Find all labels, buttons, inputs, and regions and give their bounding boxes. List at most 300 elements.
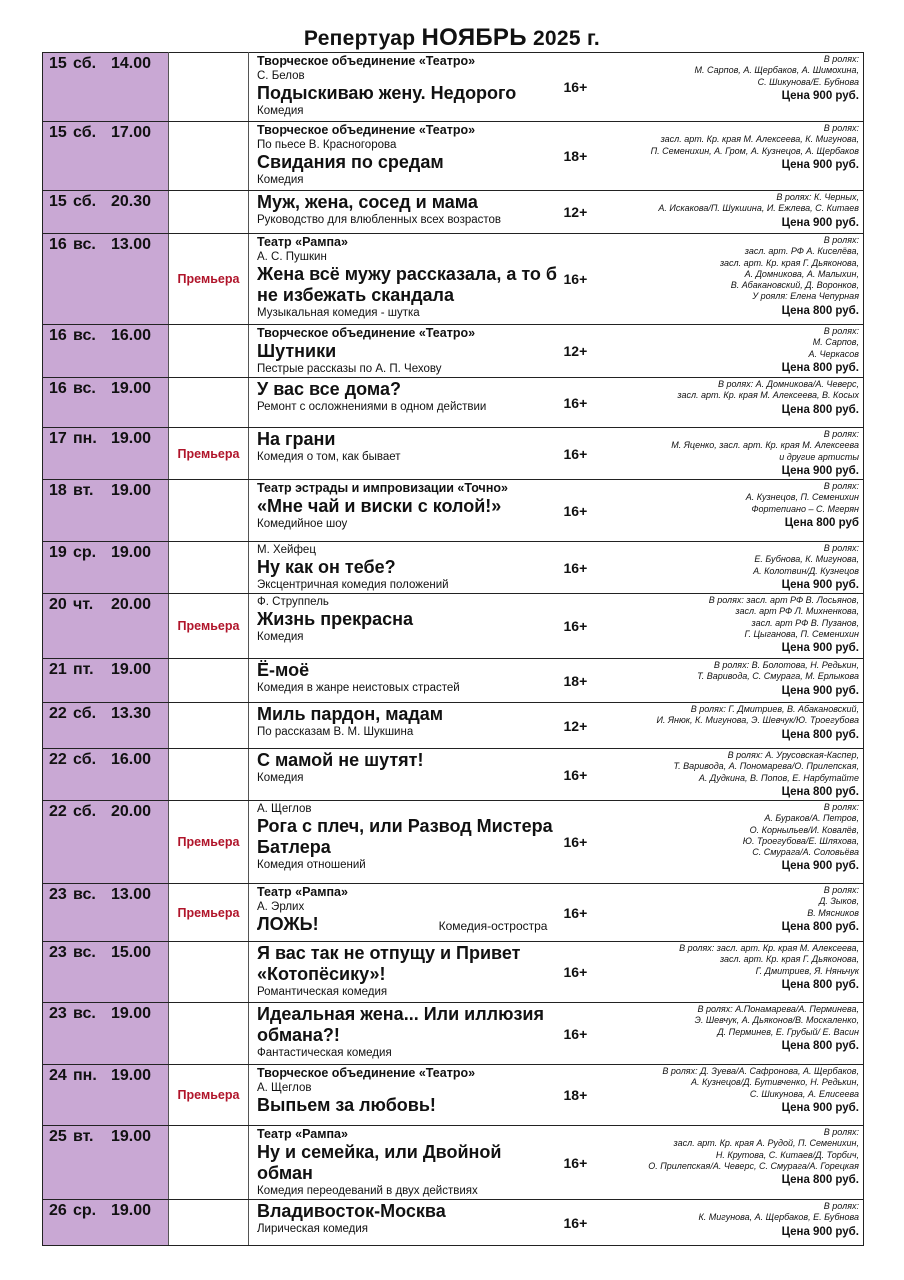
page-title: [0, 24, 904, 52]
cast-line: В ролях: засл. арт. Кр. края М. Алексеева,: [679, 943, 859, 953]
ticket-price: Цена 900 руб.: [781, 684, 859, 697]
ticket-price: Цена 800 руб.: [781, 728, 859, 741]
premiere-label: Премьера: [169, 234, 249, 325]
premiere-label: [169, 703, 249, 749]
cast-line: В ролях:: [823, 885, 859, 895]
ticket-price: Цена 900 руб.: [781, 642, 859, 655]
cast-line: В ролях: К. Черных,: [776, 192, 859, 202]
show-genre: Романтическая комедия: [257, 986, 388, 998]
age-rating: 12+: [560, 325, 620, 378]
cast-cell: [620, 1003, 864, 1065]
date-cell: [43, 1126, 169, 1200]
day-number: 23: [49, 886, 67, 903]
cast-line: И. Янюк, К. Мигунова, Э. Шевчук/Ю. Троегубова: [656, 715, 859, 726]
show-title: С мамой не шутят!: [257, 750, 424, 770]
show-info: [249, 1065, 560, 1126]
date-cell: [43, 428, 169, 480]
cast-cell: [620, 749, 864, 801]
ticket-price: Цена 900 руб.: [781, 158, 859, 171]
date-cell: [43, 378, 169, 428]
weekday: вс.: [73, 886, 96, 903]
age-rating: 16+: [560, 428, 620, 480]
age-rating: 16+: [560, 234, 620, 325]
cast-cell: [620, 428, 864, 480]
cast-line: М. Яценко, засл. арт. Кр. края М. Алексеева: [671, 440, 859, 451]
cast-cell: [620, 234, 864, 325]
cast-line: засл. арт. Кр. края А. Рудой, П. Семенихин,: [673, 1138, 859, 1149]
weekday: вт.: [73, 482, 94, 499]
show-title: Миль пардон, мадам: [257, 704, 444, 724]
schedule-row: [43, 542, 864, 594]
day-number: 19: [49, 544, 67, 561]
cast-line: М. Сарпов,: [812, 337, 859, 348]
cast-line: засл. арт. РФ А. Киселёва,: [744, 246, 859, 257]
premiere-label: Премьера: [169, 1065, 249, 1126]
age-rating: 18+: [560, 122, 620, 191]
date-cell: [43, 884, 169, 942]
ticket-price: Цена 900 руб.: [781, 464, 859, 477]
show-title: Я вас так не отпущу и Привет «Котопёсику»!: [257, 943, 521, 984]
show-genre: Эксцентричная комедия положений: [257, 579, 449, 591]
show-genre: Комедия о том, как бывает: [257, 451, 401, 463]
weekday: ср.: [73, 544, 97, 561]
cast-line: В ролях:: [823, 543, 859, 553]
day-number: 26: [49, 1202, 67, 1219]
age-rating: 16+: [560, 884, 620, 942]
cast-line: засл. арт РФ В. Пузанов,: [751, 617, 859, 628]
show-genre: Комедия: [257, 174, 304, 186]
ticket-price: Цена 800 руб.: [781, 403, 859, 416]
cast-line: П. Семенихин, А. Гром, А. Кузнецов, А. Щербаков: [650, 145, 859, 156]
schedule-row: [43, 1003, 864, 1065]
cast-cell: [620, 659, 864, 703]
schedule-row: [43, 53, 864, 122]
weekday: пн.: [73, 430, 97, 447]
cast-cell: [620, 378, 864, 428]
cast-cell: [620, 1200, 864, 1246]
premiere-label: [169, 942, 249, 1003]
weekday: сб.: [73, 124, 97, 141]
date-cell: [43, 325, 169, 378]
weekday: вс.: [73, 380, 96, 397]
cast-line: В ролях:: [823, 326, 859, 336]
cast-line: К. Мигунова, А. Щербаков, Е. Бубнова: [698, 1212, 859, 1223]
show-time: 16.00: [111, 751, 152, 768]
ticket-price: Цена 900 руб.: [781, 860, 859, 873]
show-time: 19.00: [111, 1128, 152, 1145]
show-info: [249, 749, 560, 801]
cast-line: Г. Цыганова, П. Семенихин: [744, 628, 859, 639]
age-rating: 16+: [560, 378, 620, 428]
cast-line: А. Бураков/А. Петров,: [764, 813, 859, 824]
cast-line: В ролях: засл. арт РФ В. Лосьянов,: [708, 595, 859, 605]
cast-line: В ролях: Д. Зуева/А. Сафронова, А. Щербаков,: [662, 1066, 859, 1076]
date-cell: [43, 122, 169, 191]
cast-cell: [620, 325, 864, 378]
show-title: Ну как он тебе?: [257, 557, 396, 577]
premiere-label: [169, 480, 249, 542]
show-time: 19.00: [111, 482, 152, 499]
day-number: 23: [49, 944, 67, 961]
show-info: [249, 703, 560, 749]
day-number: 22: [49, 803, 67, 820]
author-name: По пьесе В. Красногорова: [257, 139, 397, 151]
show-time: 19.00: [111, 430, 152, 447]
show-info: [249, 542, 560, 594]
show-title: ЛОЖЬ! Комедия-остростра: [257, 914, 548, 934]
show-genre: Комедия: [257, 772, 304, 784]
show-info: [249, 659, 560, 703]
cast-cell: [620, 801, 864, 884]
show-info: [249, 1126, 560, 1200]
ticket-price: Цена 800 руб.: [781, 920, 859, 933]
author-name: А. Эрлих: [257, 901, 305, 913]
cast-line: В ролях:: [823, 429, 859, 439]
day-number: 22: [49, 751, 67, 768]
show-genre: Пестрые рассказы по А. П. Чехову: [257, 363, 442, 375]
troupe-name: Творческое объединение «Театро»: [257, 123, 476, 137]
cast-line: В ролях: А.Понамарева/А. Перминева,: [697, 1004, 859, 1014]
day-number: 16: [49, 327, 67, 344]
show-title: Подыскиваю жену. Недорого: [257, 83, 517, 103]
date-cell: [43, 1065, 169, 1126]
cast-line: Г. Дмитриев, Я. Няньчук: [755, 965, 859, 976]
show-title: Ну и семейка, или Двойной обман: [257, 1142, 502, 1183]
age-rating: 16+: [560, 942, 620, 1003]
weekday: пт.: [73, 661, 94, 678]
show-time: 15.00: [111, 944, 152, 961]
day-number: 16: [49, 236, 67, 253]
schedule-row: [43, 122, 864, 191]
show-title: На грани: [257, 429, 336, 449]
date-cell: [43, 542, 169, 594]
date-cell: [43, 659, 169, 703]
date-cell: [43, 480, 169, 542]
cast-line: В. Абакановский, Д. Воронков,: [730, 280, 859, 291]
schedule-row: [43, 1200, 864, 1246]
show-genre: Комедия отношений: [257, 859, 366, 871]
ticket-price: Цена 800 руб.: [781, 978, 859, 991]
ticket-price: Цена 900 руб.: [781, 1225, 859, 1238]
cast-line: В ролях:: [823, 54, 859, 64]
cast-line: А. Домникова, А. Малыхин,: [744, 268, 859, 279]
schedule-row: [43, 325, 864, 378]
cast-line: А. Кузнецов, П. Семенихин: [745, 492, 859, 503]
age-rating: 16+: [560, 1126, 620, 1200]
schedule-row: [43, 659, 864, 703]
cast-line: О. Корныльев/И. Ковалёв,: [749, 824, 859, 835]
day-number: 20: [49, 596, 67, 613]
title-prefix: Репертуар: [303, 27, 416, 50]
troupe-name: Театр «Рампа»: [257, 885, 348, 899]
cast-line: Е. Бубнова, К. Мигунова,: [754, 554, 859, 565]
author-name: А. Щеглов: [257, 1082, 312, 1094]
schedule-row: [43, 884, 864, 942]
schedule-row: [43, 749, 864, 801]
weekday: сб.: [73, 55, 97, 72]
show-time: 20.00: [111, 596, 152, 613]
show-title: Жена всё мужу рассказала, а то б не избежать скандала: [257, 264, 558, 305]
cast-cell: [620, 542, 864, 594]
cast-line: Т. Варивода, С. Смурага, М. Ерлыкова: [697, 671, 859, 682]
show-genre: Комедийное шоу: [257, 518, 348, 530]
show-info: [249, 801, 560, 884]
ticket-price: Цена 900 руб.: [781, 578, 859, 591]
day-number: 23: [49, 1005, 67, 1022]
premiere-label: [169, 325, 249, 378]
cast-line: А. Кузнецов/Д. Бутивченко, Н. Редькин,: [691, 1077, 859, 1088]
cast-cell: [620, 594, 864, 659]
premiere-label: Премьера: [169, 594, 249, 659]
show-time: 20.00: [111, 803, 152, 820]
cast-line: В ролях: А. Домникова/А. Чеверс,: [717, 379, 859, 389]
date-cell: [43, 234, 169, 325]
troupe-name: Театр «Рампа»: [257, 1127, 348, 1141]
show-time: 19.00: [111, 544, 152, 561]
cast-line: В ролях: А. Урусовская-Каспер,: [727, 750, 859, 760]
show-title: Идеальная жена... Или иллюзия обмана?!: [257, 1004, 544, 1045]
show-time: 13.00: [111, 886, 152, 903]
cast-line: засл. арт. Кр. края М. Алексеева, К. Мигунова,: [660, 134, 859, 145]
date-cell: [43, 703, 169, 749]
show-time: 13.00: [111, 236, 152, 253]
cast-line: засл. арт. Кр. края Г. Дьяконова,: [719, 954, 859, 965]
premiere-label: Премьера: [169, 884, 249, 942]
weekday: сб.: [73, 803, 97, 820]
cast-line: засл. арт. Кр. края Г. Дьяконова,: [719, 257, 859, 268]
age-rating: 16+: [560, 53, 620, 122]
show-info: [249, 53, 560, 122]
cast-line: Н. Крутова, С. Китаев/Д. Торбич,: [715, 1149, 859, 1160]
schedule-row: [43, 1065, 864, 1126]
day-number: 16: [49, 380, 67, 397]
date-cell: [43, 942, 169, 1003]
schedule-row: [43, 378, 864, 428]
weekday: сб.: [73, 751, 97, 768]
cast-line: В ролях:: [823, 1201, 859, 1211]
date-cell: [43, 191, 169, 234]
troupe-name: Театр «Рампа»: [257, 235, 348, 249]
show-title: Ё-моё: [257, 660, 310, 680]
schedule-body: [43, 53, 864, 1246]
schedule-row: [43, 703, 864, 749]
cast-line: С. Шикунова, А. Елисеева: [749, 1088, 859, 1099]
premiere-label: [169, 749, 249, 801]
day-number: 15: [49, 124, 67, 141]
age-rating: 16+: [560, 594, 620, 659]
cast-line: А. Искакова/П. Шукшина, И. Ежлева, С. Китаев: [658, 203, 859, 214]
ticket-price: Цена 900 руб.: [781, 216, 859, 229]
cast-line: засл. арт РФ Л. Михненкова,: [735, 606, 859, 617]
premiere-label: [169, 1200, 249, 1246]
cast-line: Д. Зыков,: [819, 896, 859, 907]
show-info: [249, 325, 560, 378]
show-time: 19.00: [111, 1202, 152, 1219]
troupe-name: Театр эстрады и импровизации «Точно»: [257, 481, 508, 495]
premiere-label: [169, 122, 249, 191]
ticket-price: Цена 900 руб.: [781, 89, 859, 102]
show-info: [249, 122, 560, 191]
show-info: [249, 378, 560, 428]
show-genre: Музыкальная комедия - шутка: [257, 307, 420, 319]
cast-line: В ролях:: [823, 802, 859, 812]
cast-line: С. Шикунова/Е. Бубнова: [757, 76, 859, 87]
ticket-price: Цена 900 руб.: [781, 1101, 859, 1114]
premiere-label: [169, 53, 249, 122]
show-time: 19.00: [111, 661, 152, 678]
show-genre: Руководство для влюбленных всех возрастов: [257, 214, 502, 226]
title-year: 2025 г.: [532, 27, 601, 50]
weekday: вт.: [73, 1128, 94, 1145]
cast-cell: [620, 1126, 864, 1200]
weekday: вс.: [73, 327, 96, 344]
cast-line: Э. Шевчук, А. Дьяконов/В. Москаленко,: [694, 1015, 859, 1026]
schedule-row: [43, 942, 864, 1003]
troupe-name: Творческое объединение «Театро»: [257, 54, 476, 68]
cast-line: и другие артисты: [779, 451, 859, 462]
author-name: А. Щеглов: [257, 803, 312, 815]
age-rating: 16+: [560, 749, 620, 801]
premiere-label: Премьера: [169, 801, 249, 884]
show-info: [249, 191, 560, 234]
show-genre: Комедия: [257, 631, 304, 643]
date-cell: [43, 749, 169, 801]
weekday: сб.: [73, 193, 97, 210]
day-number: 24: [49, 1067, 67, 1084]
premiere-label: [169, 659, 249, 703]
show-genre: Ремонт с осложнениями в одном действии: [257, 401, 487, 413]
date-cell: [43, 53, 169, 122]
weekday: вс.: [73, 1005, 96, 1022]
cast-line: В. Мясников: [807, 907, 859, 918]
ticket-price: Цена 800 руб.: [781, 304, 859, 317]
premiere-label: [169, 1126, 249, 1200]
cast-line: В ролях:: [823, 123, 859, 133]
day-number: 17: [49, 430, 67, 447]
show-genre: По рассказам В. М. Шукшина: [257, 726, 414, 738]
ticket-price: Цена 800 руб: [784, 516, 859, 529]
cast-cell: [620, 53, 864, 122]
premiere-label: [169, 542, 249, 594]
cast-line: В ролях:: [823, 481, 859, 491]
show-time: 19.00: [111, 380, 152, 397]
cast-cell: [620, 122, 864, 191]
author-name: А. С. Пушкин: [257, 251, 327, 263]
day-number: 25: [49, 1128, 67, 1145]
age-rating: 16+: [560, 801, 620, 884]
weekday: чт.: [73, 596, 94, 613]
show-genre: Комедия переодеваний в двух действиях: [257, 1185, 478, 1197]
ticket-price: Цена 800 руб.: [781, 361, 859, 374]
premiere-label: [169, 1003, 249, 1065]
show-info: [249, 594, 560, 659]
cast-line: В ролях: Г. Дмитриев, В. Абакановский,: [690, 704, 859, 714]
schedule-row: [43, 801, 864, 884]
show-info: [249, 480, 560, 542]
show-time: 19.00: [111, 1067, 152, 1084]
show-title: Шутники: [257, 341, 337, 361]
cast-line: Д. Перминев, Е. Грубый/ Е. Васин: [717, 1026, 859, 1037]
show-time: 19.00: [111, 1005, 152, 1022]
weekday: вс.: [73, 944, 96, 961]
cast-line: засл. арт. Кр. края М. Алексеева, В. Косых: [677, 390, 859, 401]
age-rating: 16+: [560, 1200, 620, 1246]
weekday: вс.: [73, 236, 96, 253]
cast-line: А. Колотвин/Д. Кузнецов: [753, 565, 859, 576]
cast-line: Ю. Троегубова/Е. Шляхова,: [742, 835, 859, 846]
premiere-label: Премьера: [169, 428, 249, 480]
day-number: 21: [49, 661, 67, 678]
day-number: 15: [49, 193, 67, 210]
show-info: [249, 1003, 560, 1065]
author-name: Ф. Струппель: [257, 596, 329, 608]
cast-line: А. Черкасов: [808, 348, 859, 359]
author-name: С. Белов: [257, 70, 305, 82]
show-time: 17.00: [111, 124, 152, 141]
age-rating: 18+: [560, 1065, 620, 1126]
ticket-price: Цена 800 руб.: [781, 785, 859, 798]
title-month: НОЯБРЬ: [421, 24, 527, 51]
premiere-label: [169, 191, 249, 234]
troupe-name: Творческое объединение «Театро»: [257, 1066, 476, 1080]
show-time: 16.00: [111, 327, 152, 344]
show-title: У вас все дома?: [257, 379, 401, 399]
cast-cell: [620, 884, 864, 942]
show-title: Жизнь прекрасна: [257, 609, 414, 629]
cast-cell: [620, 1065, 864, 1126]
date-cell: [43, 801, 169, 884]
show-time: 13.30: [111, 705, 152, 722]
show-title: «Мне чай и виски с колой!»: [257, 496, 502, 516]
show-genre: Комедия-остростра: [438, 919, 548, 933]
schedule-row: [43, 234, 864, 325]
show-genre: Лирическая комедия: [257, 1223, 368, 1235]
schedule-row: [43, 594, 864, 659]
cast-line: В ролях:: [823, 1127, 859, 1137]
show-info: [249, 428, 560, 480]
show-title: Свидания по средам: [257, 152, 444, 172]
weekday: пн.: [73, 1067, 97, 1084]
age-rating: 12+: [560, 191, 620, 234]
cast-line: У рояля: Елена Чепурная: [752, 291, 859, 302]
age-rating: 16+: [560, 542, 620, 594]
show-genre: Комедия: [257, 105, 304, 117]
cast-cell: [620, 942, 864, 1003]
show-title: Выпьем за любовь!: [257, 1095, 436, 1115]
cast-line: Т. Варивода, А. Пономарева/О. Прилепская,: [673, 761, 859, 772]
cast-line: А. Дудкина, В. Попов, Е. Нарбутайте: [698, 772, 859, 783]
age-rating: 16+: [560, 480, 620, 542]
show-title: Муж, жена, сосед и мама: [257, 192, 478, 212]
cast-line: О. Прилепская/А. Чеверс, С. Смурага/А. Горецкая: [648, 1160, 859, 1171]
schedule-row: [43, 428, 864, 480]
show-info: [249, 942, 560, 1003]
cast-line: С. Смурага/А. Соловьёва: [752, 847, 859, 858]
cast-line: В ролях: В. Болотова, Н. Редькин,: [713, 660, 859, 670]
show-time: 14.00: [111, 55, 152, 72]
schedule-row: [43, 1126, 864, 1200]
age-rating: 16+: [560, 1003, 620, 1065]
schedule-row: [43, 480, 864, 542]
cast-cell: [620, 191, 864, 234]
day-number: 22: [49, 705, 67, 722]
author-name: М. Хейфец: [257, 544, 316, 556]
day-number: 18: [49, 482, 67, 499]
cast-line: М. Сарпов, А. Щербаков, А. Шимохина,: [694, 65, 859, 76]
troupe-name: Творческое объединение «Театро»: [257, 326, 476, 340]
show-time: 20.30: [111, 193, 152, 210]
schedule-table: [42, 52, 864, 1246]
